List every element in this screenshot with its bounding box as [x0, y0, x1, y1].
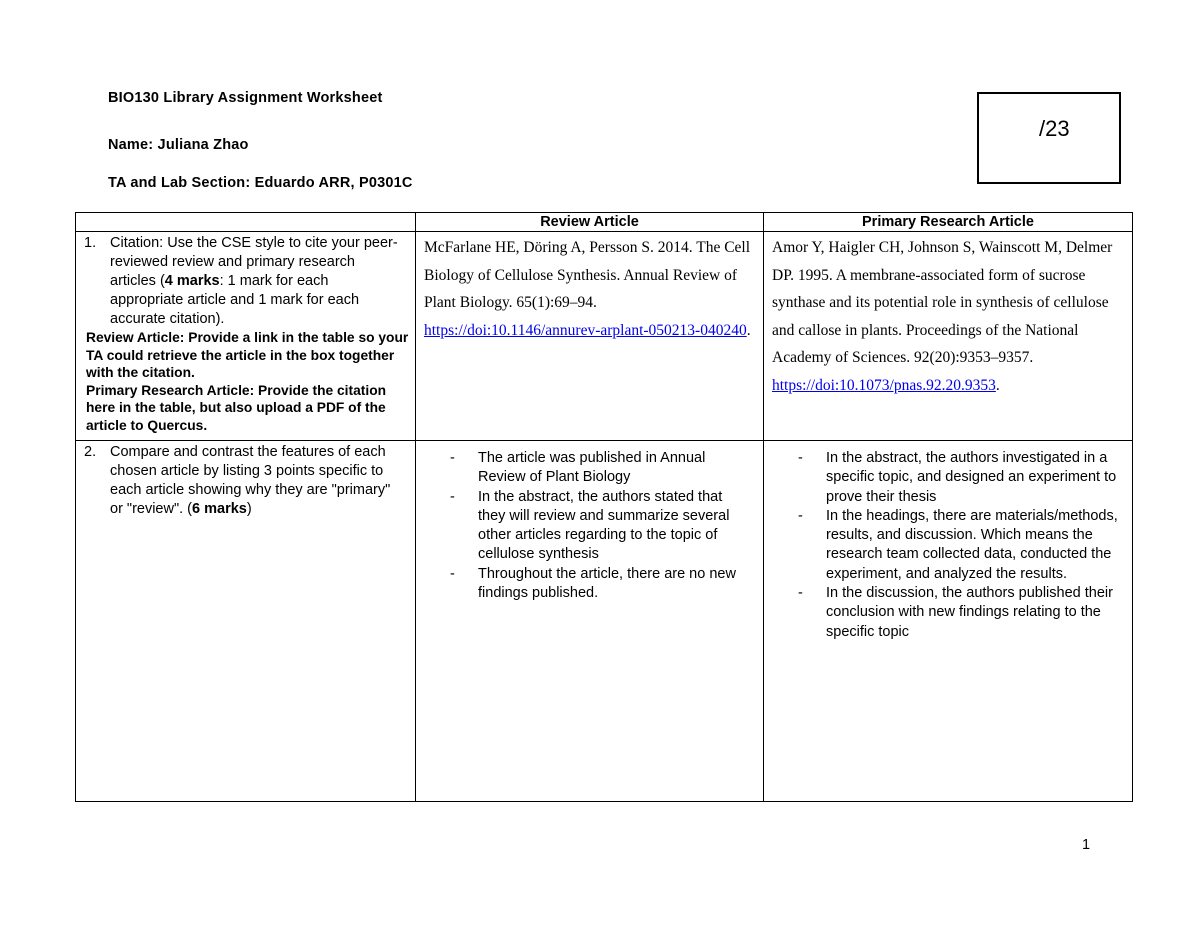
- point-text: The article was published in Annual Review of Plant Biology: [478, 450, 706, 486]
- list-item: [450, 565, 753, 604]
- list-item: [798, 449, 1122, 507]
- primary-points-list: [764, 441, 1132, 642]
- student-name: Name: Juliana Zhao: [108, 137, 249, 153]
- primary-doi-link[interactable]: https://doi:10.1073/pnas.92.20.9353: [772, 376, 996, 394]
- compare-prompt: [110, 443, 411, 519]
- prompt-text-end: ): [246, 501, 252, 517]
- list-item: [798, 507, 1122, 584]
- list-item: [450, 449, 753, 488]
- header-primary-article: Primary Research Article: [764, 213, 1133, 232]
- score-total: /23: [1039, 116, 1070, 141]
- point-text: In the headings, there are materials/methods, results, and discussion. Which means the research team collected data, conducted the experiment, and analyzed the results.: [826, 507, 1118, 582]
- dash-bullet: -: [798, 450, 803, 466]
- header-blank: [76, 213, 416, 232]
- dash-bullet: -: [798, 507, 803, 524]
- primary-citation-cell: [764, 232, 1133, 441]
- citation-prompt-cell: [76, 232, 416, 441]
- point-text: Throughout the article, there are no new findings published.: [478, 565, 736, 602]
- header-review-article: Review Article: [416, 213, 764, 232]
- ta-lab-section: TA and Lab Section: Eduardo ARR, P0301C: [108, 175, 413, 191]
- dash-bullet: -: [450, 565, 455, 582]
- prompt-marks: 4 marks: [164, 273, 220, 289]
- review-citation-cell: [416, 232, 764, 441]
- dash-bullet: -: [450, 488, 455, 505]
- primary-note: Primary Research Article: Provide the citation here in the table, but also upload a PDF of the article to Quercus.: [86, 382, 387, 433]
- table-header-row: [76, 213, 1133, 232]
- worksheet-table: [75, 212, 1133, 802]
- point-text: In the abstract, the authors investigated in a specific topic, and designed an experiment to prove their thesis: [826, 450, 1117, 505]
- primary-citation: Amor Y, Haigler CH, Johnson S, Wainscott M, Delmer DP. 1995. A membrane-associated form of sucrose synthase and its potential role in synthesis of cellulose and callose in plants. Proceedings of the National Academy of Sciences. 92(20):9353–9357.: [772, 239, 1113, 366]
- review-doi-link[interactable]: https://doi:10.1146/annurev-arplant-050213-040240: [424, 321, 747, 339]
- dash-bullet: -: [798, 585, 803, 602]
- point-text: In the abstract, the authors stated that they will review and summarize several other articles regarding to the topic of cellulose synthesis: [478, 488, 730, 563]
- review-note: Review Article: Provide a link in the table so your TA could retrieve the article in the box together with the citation.: [86, 330, 409, 380]
- prompt-marks: 6 marks: [192, 501, 247, 517]
- list-item: [450, 488, 753, 565]
- review-points-cell: [416, 441, 764, 802]
- review-citation: McFarlane HE, Döring A, Persson S. 2014. The Cell Biology of Cellulose Synthesis. Annual Review of Plant Biology. 65(1):69–94.: [424, 239, 751, 311]
- question-number: 1.: [84, 235, 97, 251]
- table-row-compare: [76, 441, 1133, 802]
- review-citation-end: .: [746, 321, 751, 339]
- primary-points-cell: [764, 441, 1133, 802]
- prompt-text: Compare and contrast the features of each chosen article by listing 3 points specific to each article showing why they are "primary" or "review". (: [110, 444, 391, 517]
- compare-prompt-cell: [76, 441, 416, 802]
- citation-prompt: [110, 234, 411, 329]
- primary-citation-end: .: [995, 376, 1000, 394]
- prompt-text: Citation: Use the CSE style to cite your peer-reviewed review and primary research articles (: [110, 235, 398, 289]
- list-item: [798, 584, 1122, 642]
- prompt-text-end: : 1 mark for each appropriate article and 1 mark for each accurate citation).: [110, 273, 360, 327]
- worksheet-title: BIO130 Library Assignment Worksheet: [108, 90, 383, 106]
- review-points-list: [416, 441, 763, 603]
- dash-bullet: -: [450, 450, 455, 466]
- score-box: [977, 92, 1121, 184]
- table-row-citation: [76, 232, 1133, 441]
- question-number: 2.: [84, 444, 97, 460]
- page-number: 1: [1082, 837, 1091, 853]
- point-text: In the discussion, the authors published their conclusion with new findings relating to the specific topic: [826, 585, 1113, 640]
